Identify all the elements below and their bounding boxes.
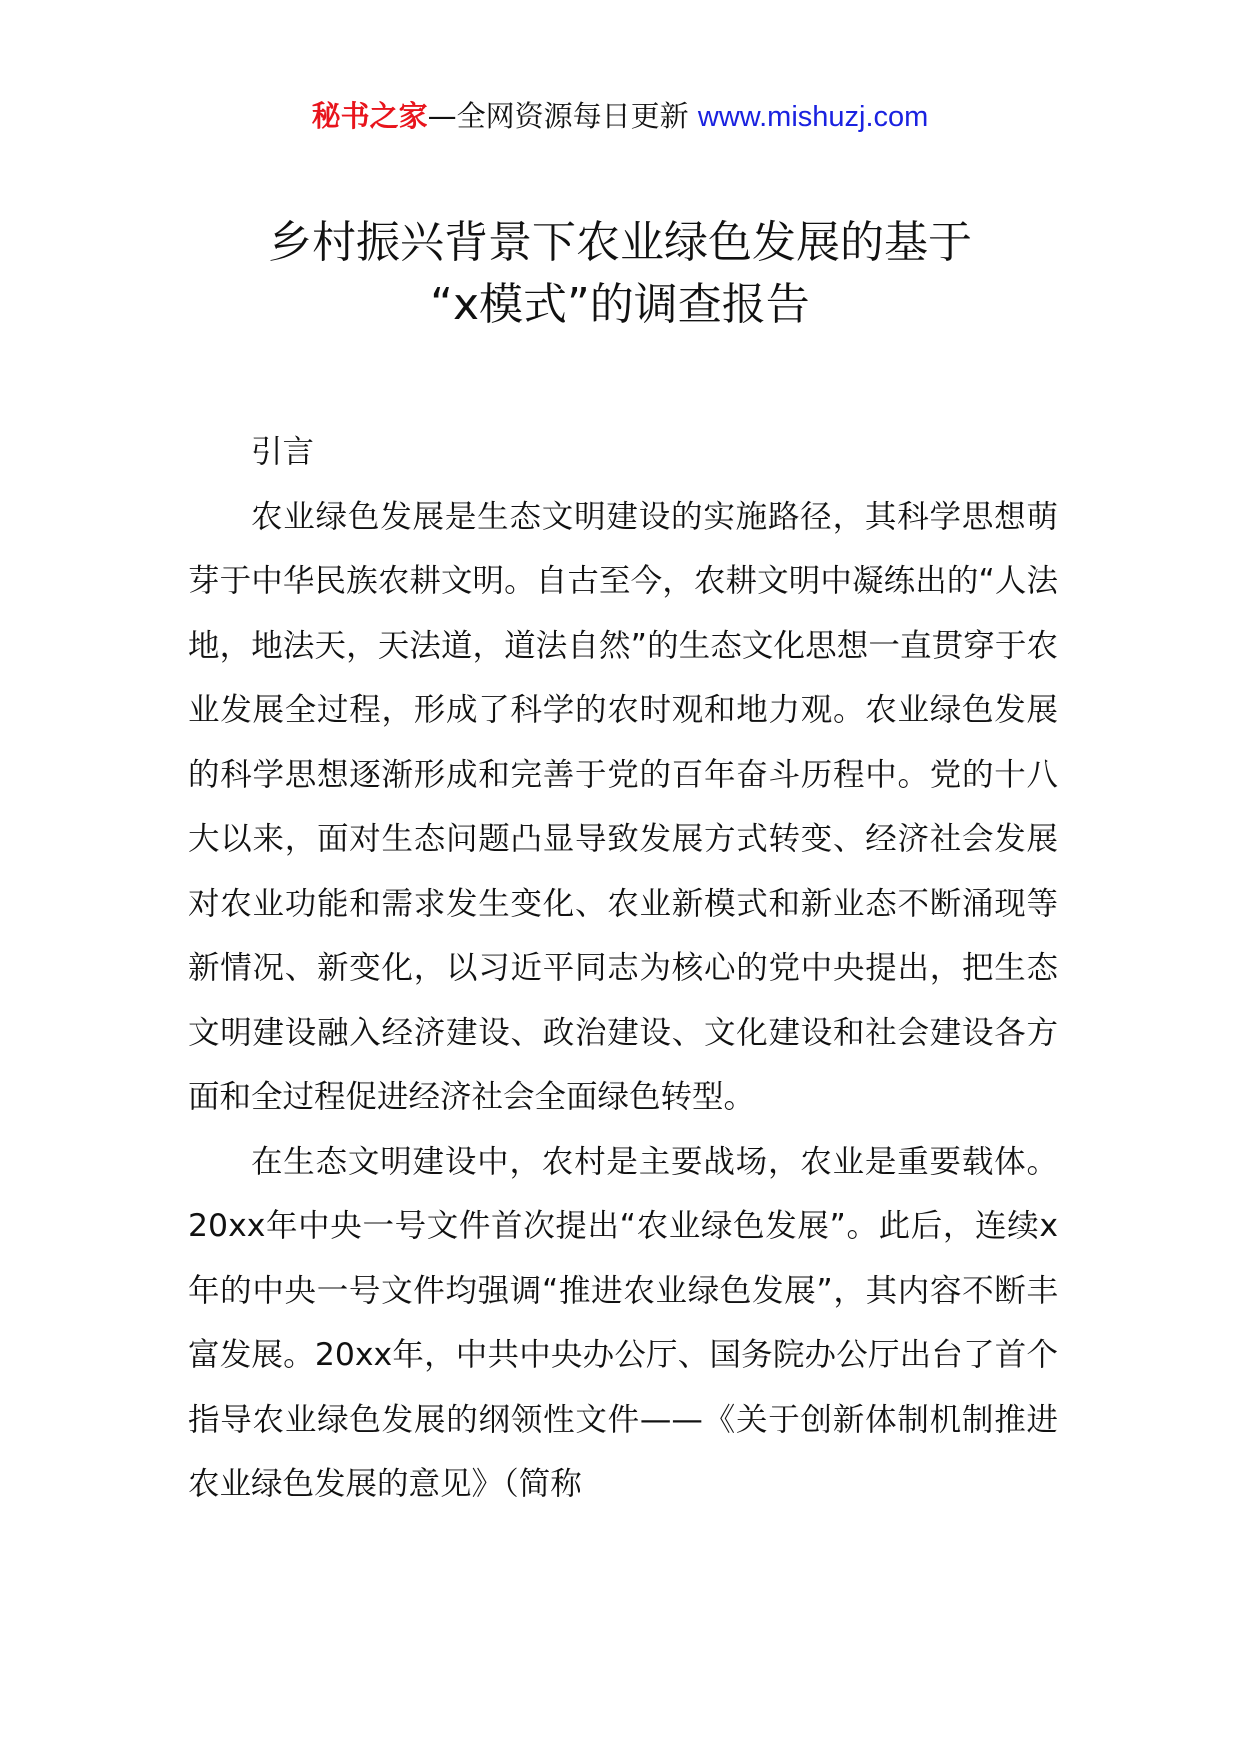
body-paragraph-2: 在生态文明建设中，农村是主要战场，农业是重要载体。20xx年中央一号文件首次提出“农业绿色发展”。此后，连续x年的中央一号文件均强调“推进农业绿色发展”，其内容不断丰富发展。20xx年，中共中央办公厅、国务院办公厅出台了首个指导农业绿色发展的纲领性文件——《关于创新体制机制推进农业绿色发展的意见》（简称 (188, 1143, 1058, 1502)
document-body (188, 420, 1058, 1517)
banner-tagline: —全网资源每日更新 (427, 99, 698, 133)
body-paragraph-1: 农业绿色发展是生态文明建设的实施路径，其科学思想萌芽于中华民族农耕文明。自古至今，农耕文明中凝练出的“人法地，地法天，天法道，道法自然”的生态文化思想一直贯穿于农业发展全过程，形成了科学的农时观和地力观。农业绿色发展的科学思想逐渐形成和完善于党的百年奋斗历程中。党的十八大以来，面对生态问题凸显导致发展方式转变、经济社会发展对农业功能和需求发生变化、农业新模式和新业态不断涌现等新情况、新变化，以习近平同志为核心的党中央提出，把生态文明建设融入经济建设、政治建设、文化建设和社会建设各方面和全过程促进经济社会全面绿色转型。 (188, 498, 1058, 1115)
title-line-1: 乡村振兴背景下农业绿色发展的基于 (268, 217, 972, 268)
site-url-link[interactable]: www.mishuzj.com (697, 101, 929, 133)
section-heading-intro: 引言 (251, 434, 315, 470)
brand-name: 秘书之家 (311, 99, 428, 133)
title-line-2: “x模式”的调查报告 (430, 279, 810, 330)
site-banner (0, 96, 1240, 137)
document-title (0, 212, 1240, 336)
